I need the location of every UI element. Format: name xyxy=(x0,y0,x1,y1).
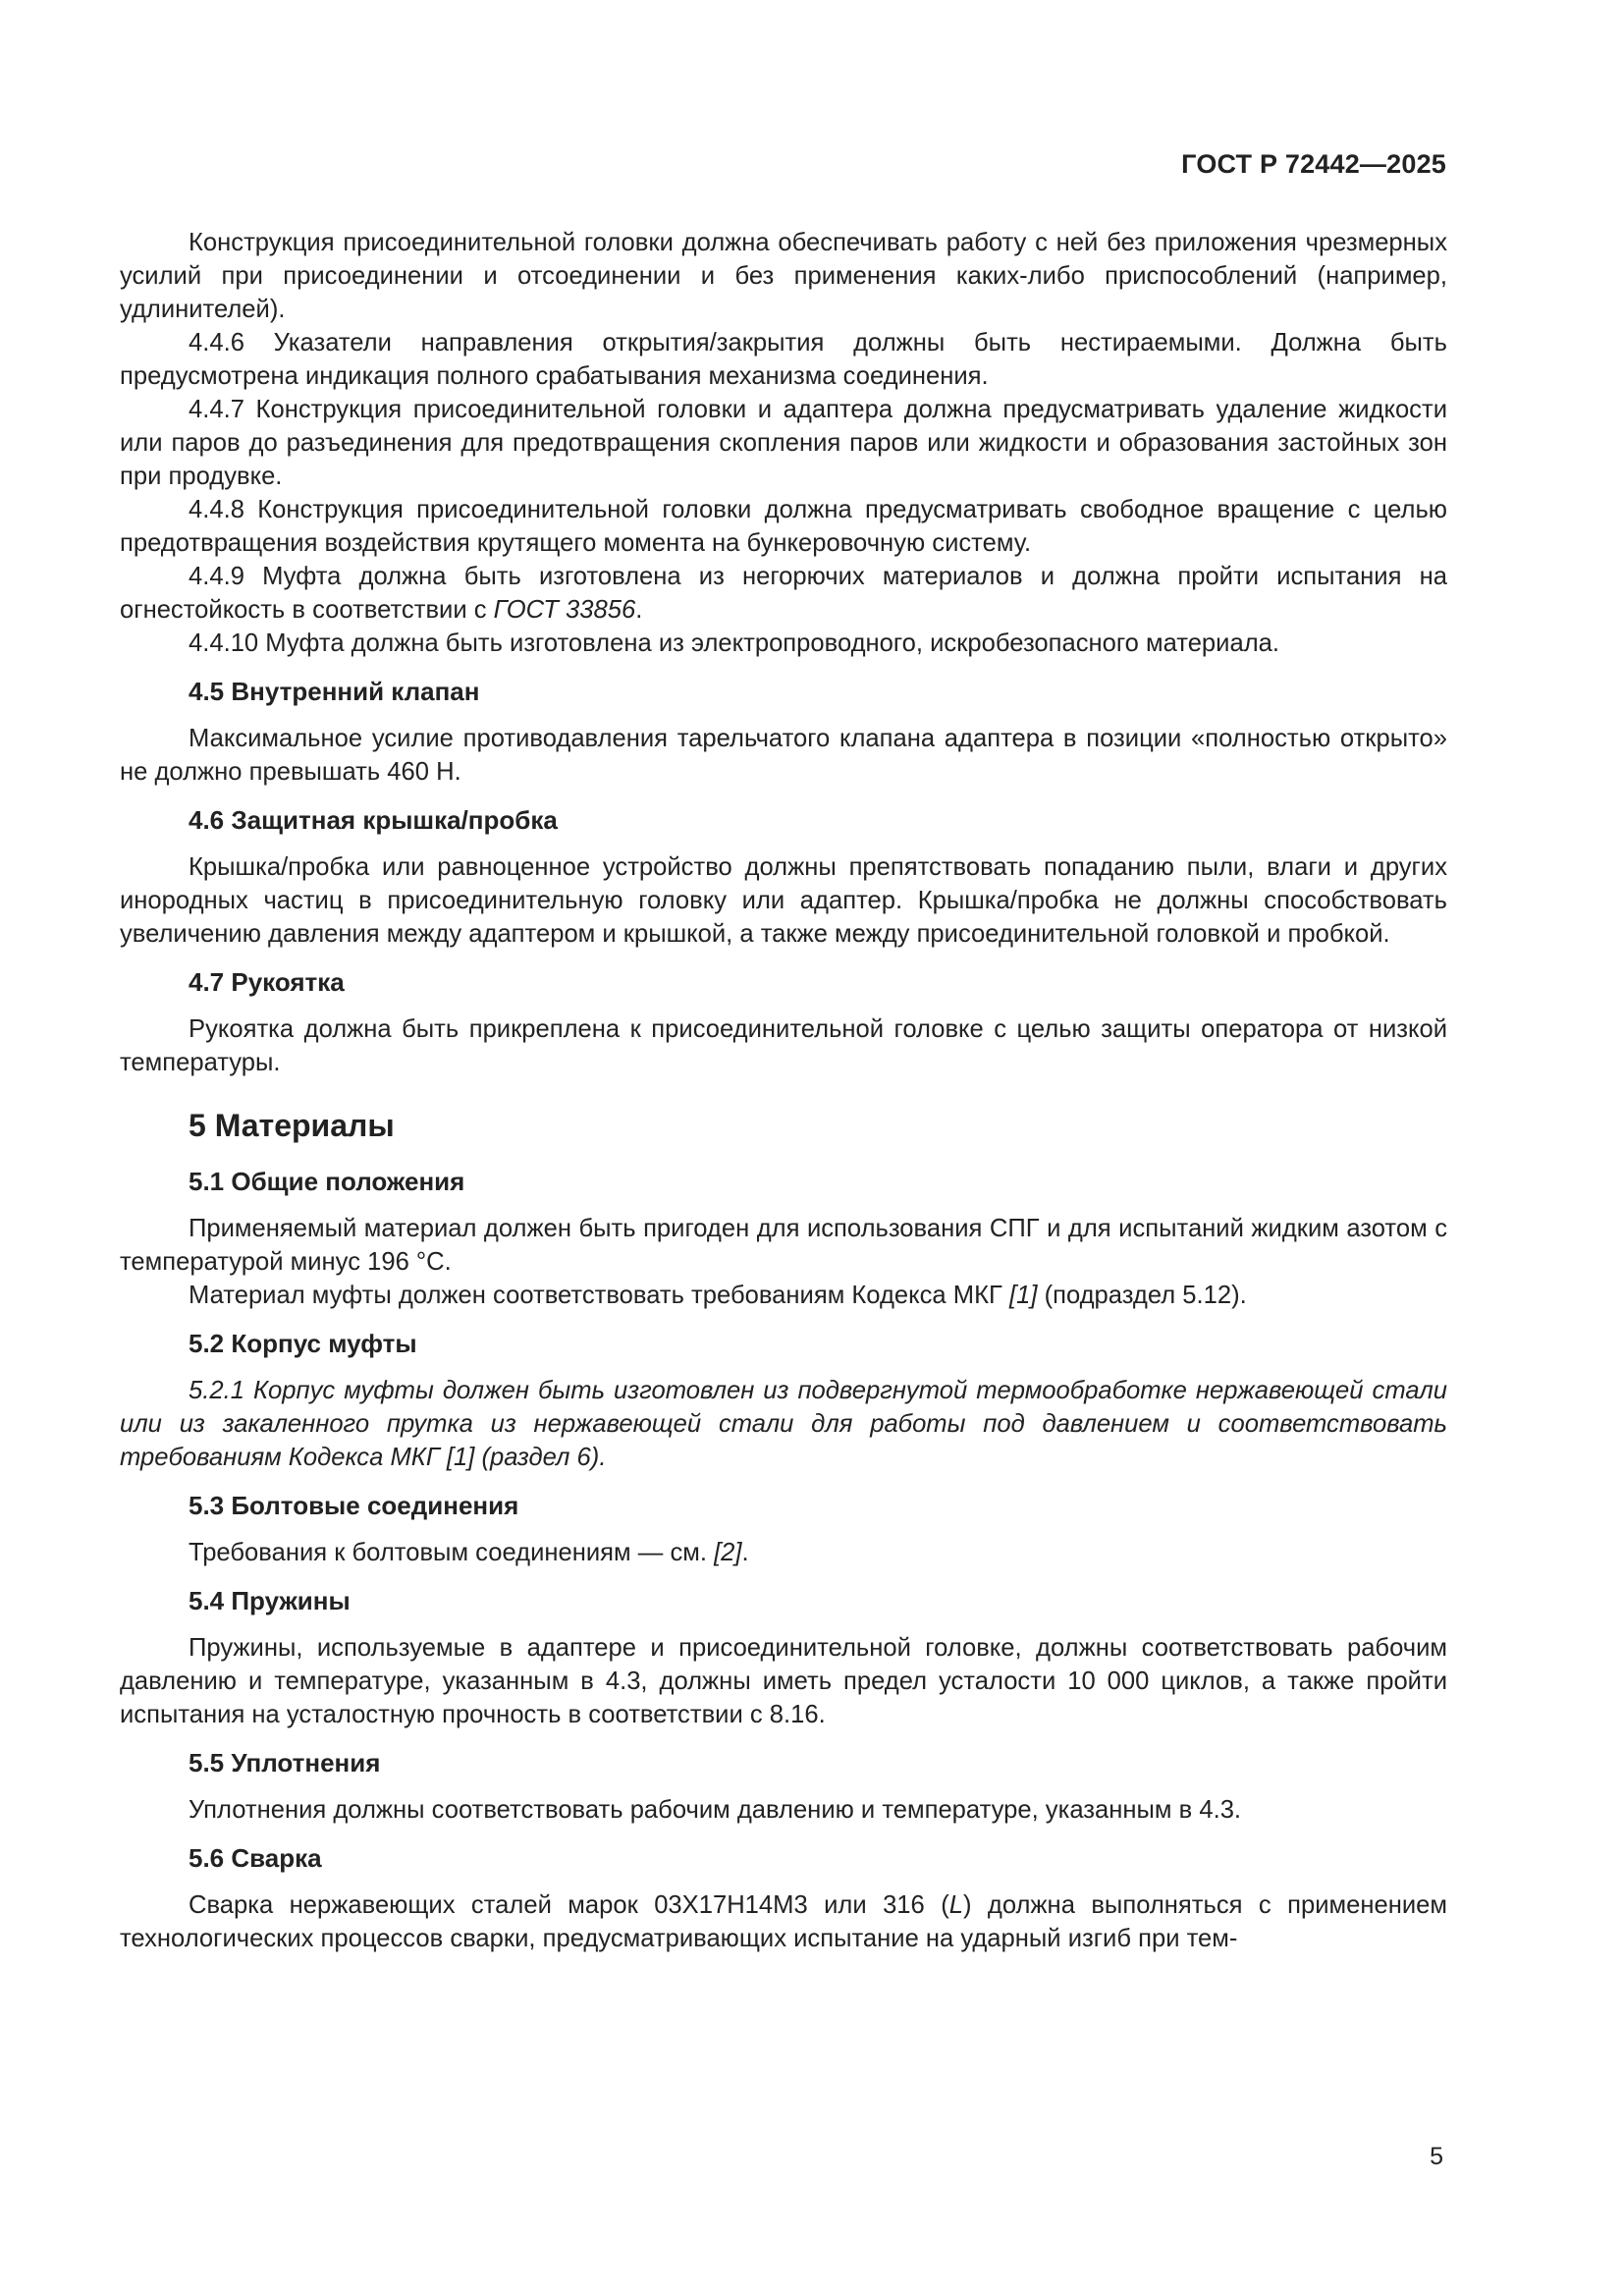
paragraph-4-4-9-text: 4.4.9 Муфта должна быть изготовлена из негорючих материалов и должна пройти испытания на огнестойкость в соответствии с xyxy=(120,563,1447,624)
heading-4-6: 4.6 Защитная крышка/пробка xyxy=(189,805,558,835)
paragraph-5-1-b-end: (подраздел 5.12). xyxy=(1037,1282,1247,1309)
heading-section-5: 5 Материалы xyxy=(189,1108,395,1143)
paragraph-5-1-a: Применяемый материал должен быть пригоден для использования СПГ и для испытаний жидким азотом с температурой минус 196 °С. xyxy=(120,1215,1447,1276)
steel-grade-l: L xyxy=(948,1891,963,1919)
paragraph-5-6 xyxy=(120,1888,1447,1955)
reference-2: [2] xyxy=(714,1539,742,1566)
heading-5-3: 5.3 Болтовые соединения xyxy=(189,1491,519,1520)
paragraph-5-2-1: 5.2.1 Корпус муфты должен быть изготовлен из подвергнутой термообработке нержавеющей стали или из закаленного прутка из нержавеющей стали для работы под давлением и соответствовать требованиям Кодекса МКГ [1] (раздел 6). xyxy=(120,1377,1447,1471)
document-code: ГОСТ Р 72442—2025 xyxy=(1181,149,1446,179)
paragraph-5-6-b: ) должна выполняться с применением технологических процессов сварки, предусматривающих испытание на ударный изгиб при тем- xyxy=(120,1891,1447,1952)
paragraph-5-4: Пружины, используемые в адаптере и присоединительной головке, должны соответствовать рабочим давлению и температуре, указанным в 4.3, должны иметь предел усталости 10 000 циклов, а также пройти испытания на усталостную прочность в соответствии с 8.16. xyxy=(120,1634,1447,1728)
paragraph-5-1-b xyxy=(120,1279,1447,1312)
paragraph-4-6: Крышка/пробка или равноценное устройство должны препятствовать попаданию пыли, влаги и других инородных частиц в присоединительную головку или адаптер. Крышка/пробка не должны способствовать увеличению давления между адаптером и крышкой, а также между присоединительной головкой и пробкой. xyxy=(120,853,1447,948)
paragraph-4-5: Максимальное усилие противодавления тарельчатого клапана адаптера в позиции «полностью открыто» не должно превышать 460 Н. xyxy=(120,725,1447,786)
paragraph-4-7: Рукоятка должна быть прикреплена к присоединительной головке с целью защиты оператора от низкой температуры. xyxy=(120,1015,1447,1076)
paragraph-intro: Конструкция присоединительной головки должна обеспечивать работу с ней без приложения чрезмерных усилий при присоединении и отсоединении и без применения каких-либо приспособлений (например, удлинителей). xyxy=(120,229,1447,323)
paragraph-5-3 xyxy=(120,1536,1447,1569)
document-body xyxy=(120,226,1447,1955)
heading-5-4: 5.4 Пружины xyxy=(189,1586,351,1615)
paragraph-4-4-7: 4.4.7 Конструкция присоединительной головки и адаптера должна предусматривать удаление жидкости или паров до разъединения для предотвращения скопления паров или жидкости и образования застойных зон при продувке. xyxy=(120,396,1447,490)
heading-4-7: 4.7 Рукоятка xyxy=(189,967,345,997)
paragraph-5-5: Уплотнения должны соответствовать рабочим давлению и температуре, указанным в 4.3. xyxy=(189,1796,1242,1824)
heading-4-5: 4.5 Внутренний клапан xyxy=(189,677,480,706)
paragraph-5-3-end: . xyxy=(741,1539,749,1566)
reference-gost-33856: ГОСТ 33856 xyxy=(493,596,636,624)
heading-5-6: 5.6 Сварка xyxy=(189,1843,322,1873)
heading-5-5: 5.5 Уплотнения xyxy=(189,1748,381,1777)
paragraph-4-4-6: 4.4.6 Указатели направления открытия/закрытия должны быть нестираемыми. Должна быть предусмотрена индикация полного срабатывания механизма соединения. xyxy=(120,329,1447,390)
heading-5-1: 5.1 Общие положения xyxy=(189,1167,465,1196)
reference-1: [1] xyxy=(1008,1282,1038,1309)
paragraph-4-4-10: 4.4.10 Муфта должна быть изготовлена из электропроводного, искробезопасного материала. xyxy=(189,629,1279,657)
page-number: 5 xyxy=(1430,2143,1443,2170)
paragraph-4-4-8: 4.4.8 Конструкция присоединительной головки должна предусматривать свободное вращение с целью предотвращения воздействия крутящего момента на бункеровочную систему. xyxy=(120,496,1447,557)
paragraph-5-3-text: Требования к болтовым соединениям — см. xyxy=(189,1539,715,1566)
paragraph-4-4-9-end: . xyxy=(635,596,643,624)
paragraph-5-6-a: Сварка нержавеющих сталей марок 03Х17Н14М3 или 316 ( xyxy=(189,1891,949,1919)
paragraph-5-1-b-text: Материал муфты должен соответствовать требованиям Кодекса МКГ xyxy=(189,1282,1009,1309)
heading-5-2: 5.2 Корпус муфты xyxy=(189,1329,417,1358)
paragraph-4-4-9 xyxy=(120,560,1447,627)
